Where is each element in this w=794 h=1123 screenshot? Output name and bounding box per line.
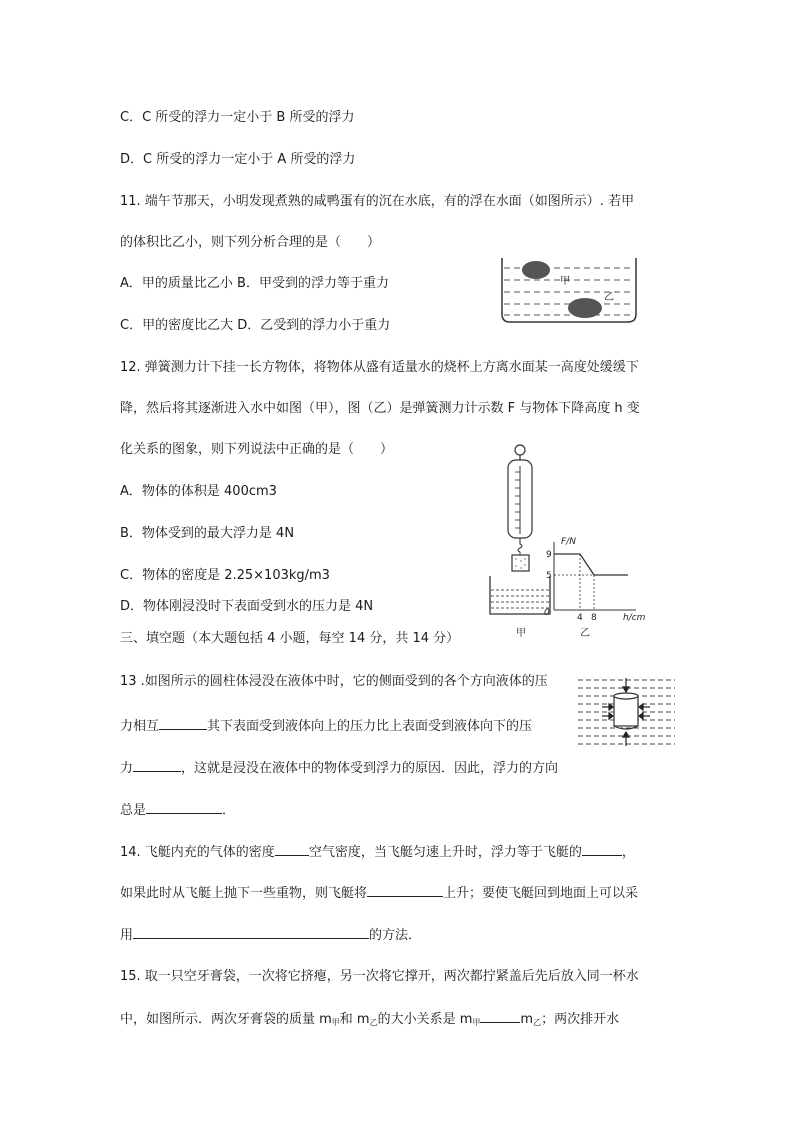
q15-line2-d: m: [520, 1012, 534, 1027]
label-jia: 甲: [560, 276, 570, 287]
q14-line3-a: 用: [120, 928, 134, 943]
graph-line: [554, 554, 628, 575]
scale-ring: [515, 445, 525, 455]
q12-option-b: B．物体受到的最大浮力是 4N: [120, 526, 295, 541]
q13-line3-a: 力: [120, 761, 134, 776]
label-jia: 甲: [516, 628, 526, 639]
q12-option-d: D．物体刚浸没时下表面受到水的压力是 4N: [120, 599, 374, 614]
hanging-block: [512, 555, 529, 571]
q11-eggs-in-water-figure: [498, 254, 640, 326]
label-yi: 乙: [604, 292, 614, 303]
q13-blank-1[interactable]: [159, 716, 207, 730]
q12-stem-line2: 降，然后将其逐渐进入水中如图（甲），图（乙）是弹簧测力计示数 F 与物体下降高度 h 变: [120, 401, 640, 416]
graph-tick-y9: 9: [546, 550, 552, 560]
q15-line2-a: 中，如图所示．两次牙膏袋的质量 m: [120, 1012, 332, 1027]
q14-line1-b: 空气密度，当飞艇匀速上升时，浮力等于飞艇的: [308, 845, 582, 860]
subscript-yi: 乙: [369, 1018, 378, 1027]
q14-line2-b: 上升；要使飞艇回到地面上可以采: [443, 886, 639, 901]
q13-line2-a: 力相互: [120, 719, 160, 734]
q11-options-cd: C．甲的密度比乙大 D．乙受到的浮力小于重力: [120, 318, 391, 333]
q13-blank-2[interactable]: [133, 758, 181, 772]
q15-line2-c: 的大小关系是 m: [377, 1012, 473, 1027]
q15-line2-e: ；两次排开水: [541, 1012, 620, 1027]
label-yi: 乙: [580, 628, 590, 639]
q14-line3-b: 的方法．: [369, 928, 422, 943]
egg-yi-sunk: [568, 298, 602, 318]
q10-option-c: C．C 所受的浮力一定小于 B 所受的浮力: [120, 110, 355, 125]
q11-stem-line2: 的体积比乙小，则下列分析合理的是（ ）: [120, 235, 381, 250]
q14-blank-1[interactable]: [275, 842, 309, 856]
q15-line1: 15. 取一只空牙膏袋，一次将它挤瘪，另一次将它撑开，两次都拧紧盖后先后放入同一杯水: [120, 969, 639, 984]
section3-title: 三、填空题（本大题包括 4 小题，每空 14 分，共 14 分）: [120, 631, 460, 646]
q14-line1-c: ，: [621, 845, 635, 860]
graph-tick-x4: 4: [577, 613, 583, 623]
q14-blank-3[interactable]: [367, 883, 443, 897]
q14-blank-2[interactable]: [582, 842, 622, 856]
q13-blank-3[interactable]: [146, 800, 222, 814]
egg-jia-floating: [522, 261, 550, 279]
q13-line4: [120, 800, 235, 820]
q12-spring-scale-figure: [486, 440, 656, 640]
q13-line3-b: ，这就是浸没在液体中的物体受到浮力的原因．因此，浮力的方向: [181, 761, 559, 776]
graph-x-label: h/cm: [623, 613, 646, 623]
q14-blank-4[interactable]: [133, 925, 369, 939]
q13-cylinder-figure: [578, 674, 675, 750]
q13-line1: 13 .如图所示的圆柱体浸没在液体中时，它的侧面受到的各个方向液体的压: [120, 674, 548, 689]
graph-tick-x8: 8: [591, 613, 597, 623]
q14-line1-a: 14. 飞艇内充的气体的密度: [120, 845, 275, 860]
q14-line2: [120, 883, 638, 903]
q12-stem-line3: 化关系的图象，则下列说法中正确的是（ ）: [120, 442, 394, 457]
q14-line1: [120, 842, 635, 862]
q12-option-c: C．物体的密度是 2.25×103kg/m3: [120, 568, 330, 583]
cylinder: [614, 696, 638, 726]
q15-line2: [120, 1009, 619, 1032]
q11-options-ab: A．甲的质量比乙小 B．甲受到的浮力等于重力: [120, 276, 389, 291]
q14-line3: [120, 925, 421, 945]
subscript-jia: 甲: [331, 1018, 340, 1027]
q15-line2-b: 和 m: [339, 1012, 370, 1027]
q10-option-d: D．C 所受的浮力一定小于 A 所受的浮力: [120, 152, 356, 167]
q12-option-a: A．物体的体积是 400cm3: [120, 484, 277, 499]
q15-blank-1[interactable]: [480, 1009, 520, 1023]
subscript-yi-2: 乙: [533, 1018, 542, 1027]
graph-origin: 0: [544, 608, 550, 618]
q13-line4-b: ．: [222, 803, 236, 818]
q11-stem-line1: 11. 端午节那天，小明发现煮熟的咸鸭蛋有的沉在水底，有的浮在水面（如图所示）. 若甲: [120, 194, 635, 209]
graph-tick-y5: 5: [546, 571, 552, 581]
q13-line2: [120, 716, 532, 736]
q13-line2-b: 其下表面受到液体向上的压力比上表面受到液体向下的压: [207, 719, 533, 734]
q13-line3: [120, 758, 558, 778]
q13-line4-a: 总是: [120, 803, 147, 818]
subscript-jia-2: 甲: [472, 1018, 481, 1027]
beaker-water: [491, 590, 549, 608]
q12-stem-line1: 12. 弹簧测力计下挂一长方物体，将物体从盛有适量水的烧杯上方离水面某一高度处缓缓下: [120, 360, 639, 375]
graph-y-label: F/N: [561, 537, 576, 547]
q14-line2-a: 如果此时从飞艇上抛下一些重物，则飞艇将: [120, 886, 368, 901]
